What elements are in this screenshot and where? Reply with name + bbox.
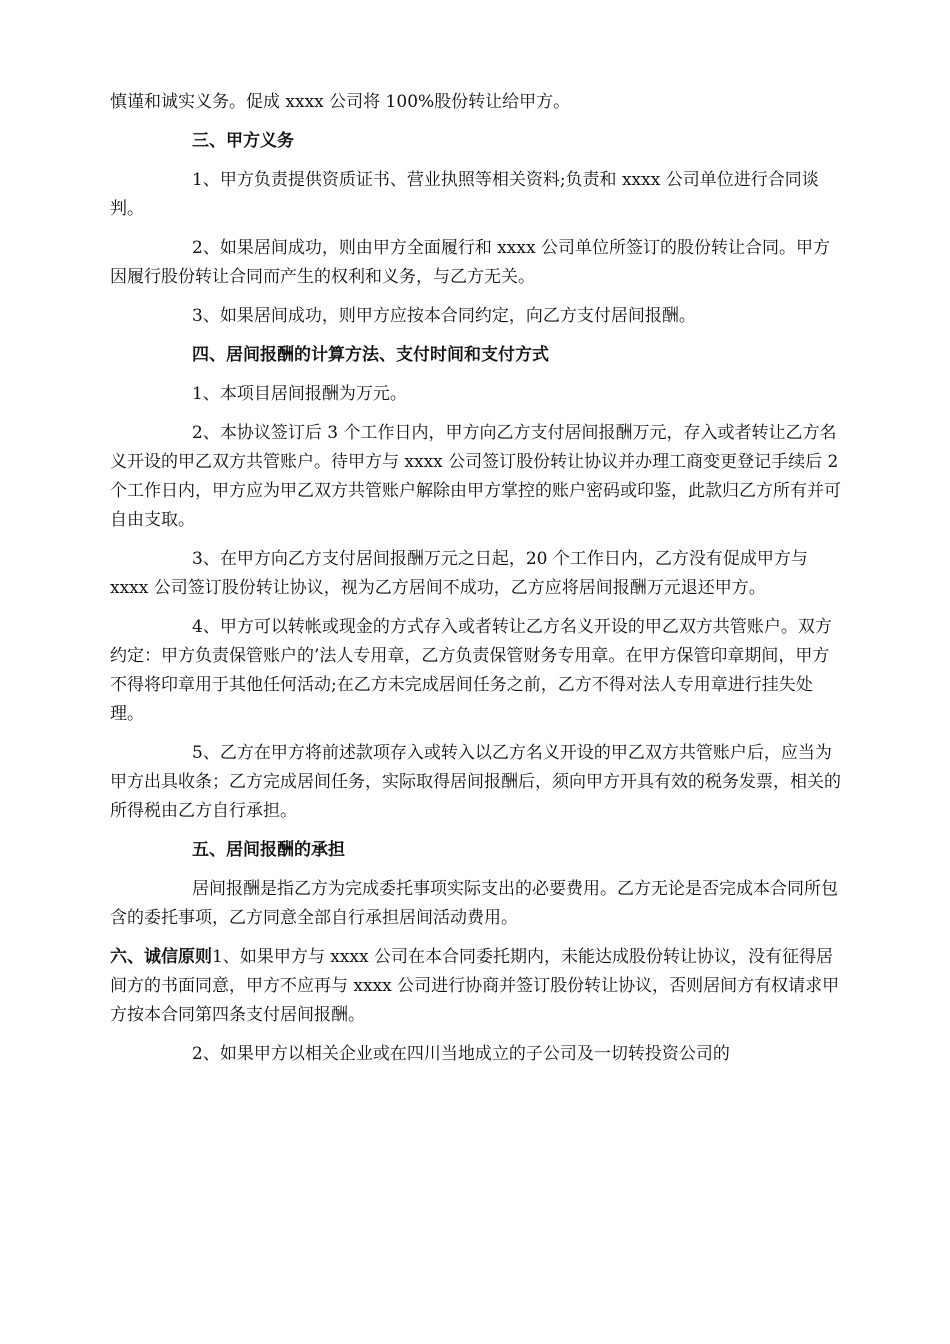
paragraph: 3、如果居间成功，则甲方应按本合同约定，向乙方支付居间报酬。 xyxy=(192,306,696,326)
paragraph: 2、本协议签订后 3 个工作日内，甲方向乙方支付居间报酬万元，存入或者转让乙方名义开设的甲乙双方共管账户。待甲方与 xxxx 公司签订股份转让协议并办理工商变更登记手续后 2 个工作日内，甲方应为甲乙双方共管账户解除由甲方掌控的账户密码或印鉴，此款归乙方所有并可自由支取。 xyxy=(110,423,841,530)
paragraph: 2、如果居间成功，则由甲方全面履行和 xxxx 公司单位所签订的股份转让合同。甲方因履行股份转让合同而产生的权利和义务，与乙方无关。 xyxy=(110,238,830,287)
section-heading: 六、诚信原则 xyxy=(110,947,212,967)
paragraph: 3、在甲方向乙方支付居间报酬万元之日起，20 个工作日内，乙方没有促成甲方与 xxxx 公司签订股份转让协议，视为乙方居间不成功，乙方应将居间报酬万元退还甲方。 xyxy=(110,549,808,598)
paragraph: 4、甲方可以转帐或现金的方式存入或者转让乙方名义开设的甲乙双方共管账户。双方约定：甲方负责保管账户的’法人专用章，乙方负责保管财务专用章。在甲方保管印章期间，甲方不得将印章用于其他任何活动;在乙方未完成居间任务之前，乙方不得对法人专用章进行挂失处理。 xyxy=(110,617,832,724)
paragraph-text: 1、如果甲方与 xxxx 公司在本合同委托期内，未能达成股份转让协议，没有征得居间方的书面同意，甲方不应再与 xxxx 公司进行协商并签订股份转让协议，否则居间方有权请求甲方按本合同第四条支付居间报酬。 xyxy=(110,947,840,1025)
paragraph: 慎谨和诚实义务。促成 xxxx 公司将 100%股份转让给甲方。 xyxy=(110,92,571,112)
paragraph: 居间报酬是指乙方为完成委托事项实际支出的必要费用。乙方无论是否完成本合同所包含的委托事项，乙方同意全部自行承担居间活动费用。 xyxy=(110,879,838,928)
section-heading: 三、甲方义务 xyxy=(192,131,294,151)
paragraph: 1、本项目居间报酬为万元。 xyxy=(192,384,407,404)
paragraph-with-inline-heading xyxy=(110,943,845,1030)
section-heading: 四、居间报酬的计算方法、支付时间和支付方式 xyxy=(192,345,549,365)
paragraph: 2、如果甲方以相关企业或在四川当地成立的子公司及一切转投资公司的 xyxy=(192,1044,730,1064)
section-heading: 五、居间报酬的承担 xyxy=(192,840,345,860)
document-page xyxy=(110,88,845,1079)
paragraph: 1、甲方负责提供资质证书、营业执照等相关资料;负责和 xxxx 公司单位进行合同谈判。 xyxy=(110,170,819,219)
paragraph: 5、乙方在甲方将前述款项存入或转入以乙方名义开设的甲乙双方共管账户后，应当为甲方出具收条；乙方完成居间任务，实际取得居间报酬后，须向甲方开具有效的税务发票，相关的所得税由乙方自行承担。 xyxy=(110,743,841,821)
